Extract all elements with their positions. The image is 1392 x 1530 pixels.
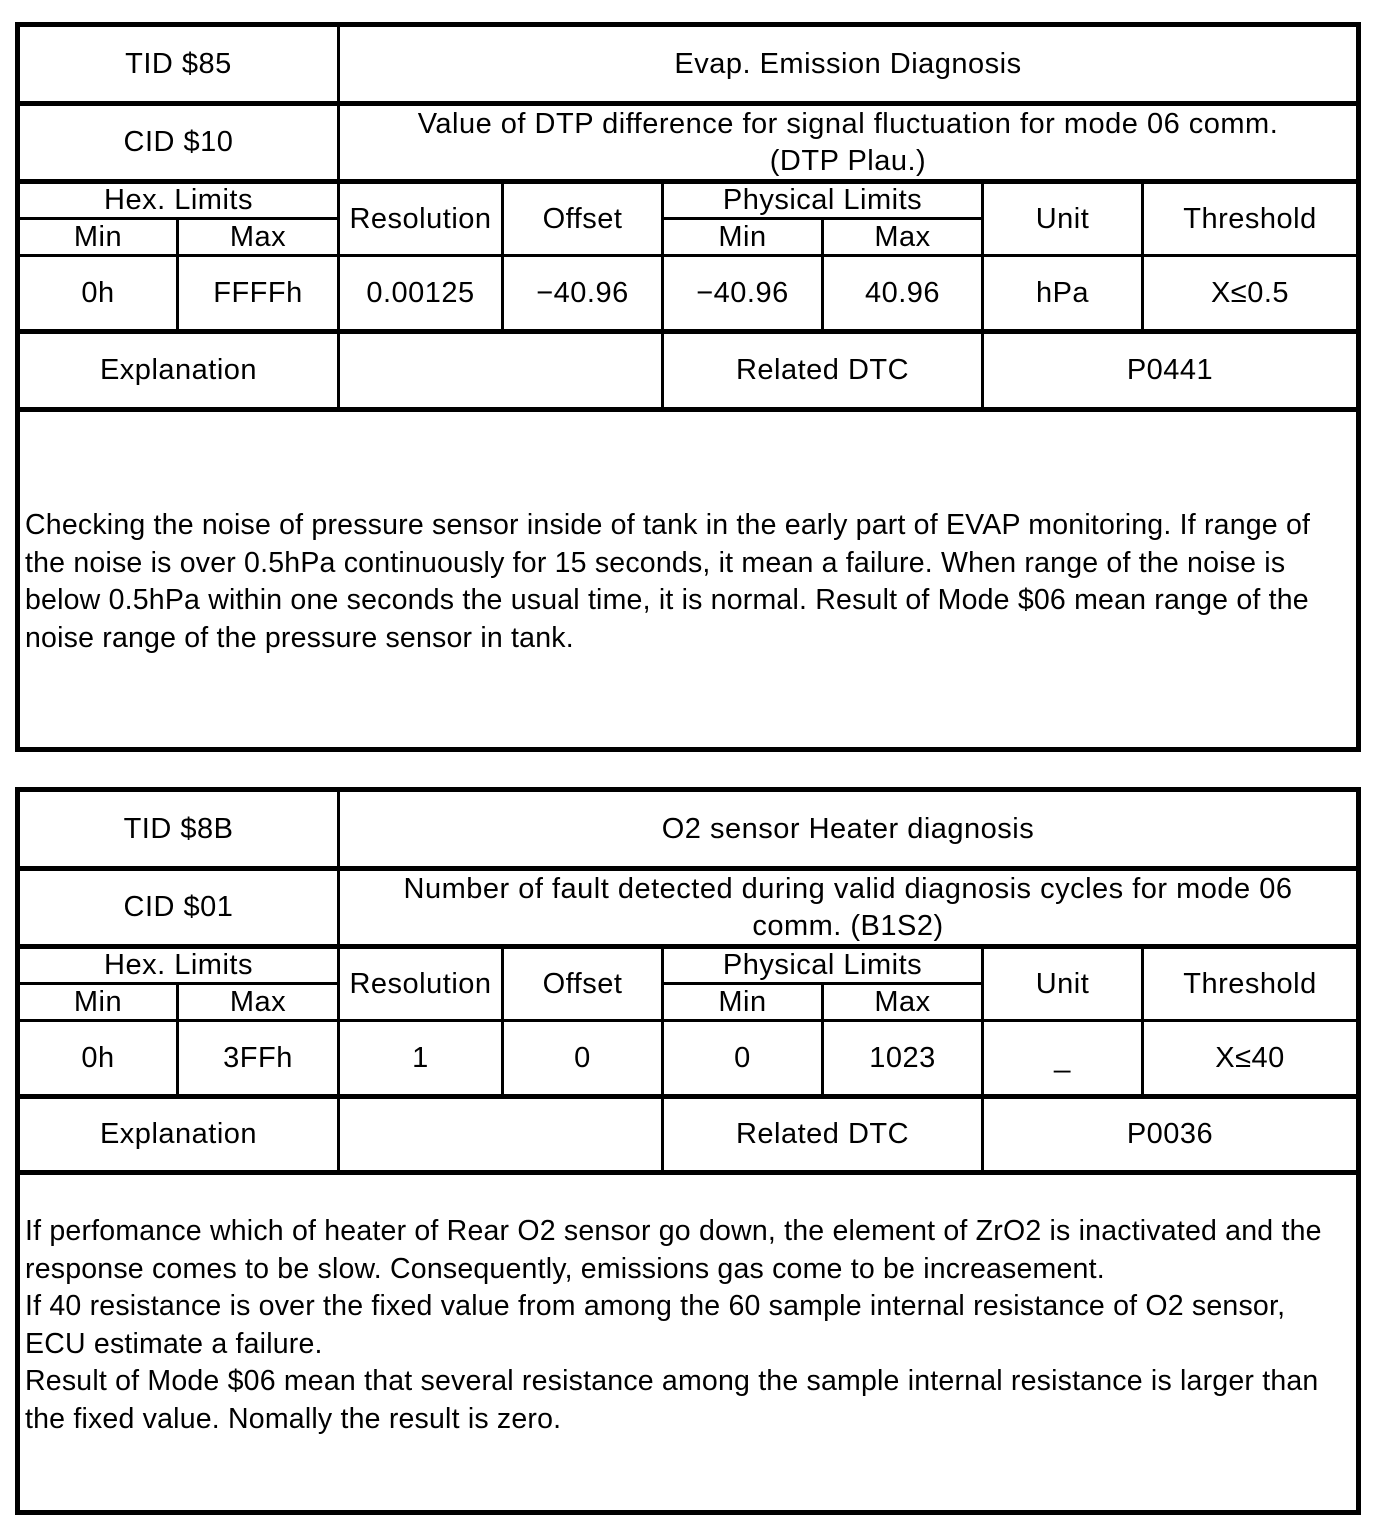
unit-value: hPa	[1035, 276, 1090, 309]
explanation-paragraph: Checking the noise of pressure sensor inside of tank in the early part of EVAP monitoring. If range of the noise is over 0.5hPa continuously for 15 seconds, it mean a failure. When range of the noise is below 0.5hPa within one seconds the usual time, it is normal. Result of Mode $06 mean range of the noise range of the pressure sensor in tank.	[25, 509, 1311, 654]
test-description-line-1: Number of fault detected during valid diagnosis cycles for mode 06	[403, 872, 1293, 905]
phys-min-value: 0	[734, 1041, 751, 1074]
test-description-line-2: (DTP Plau.)	[769, 144, 927, 177]
unit-header: Unit	[1035, 967, 1090, 1000]
diagnosis-record-tid-85	[15, 22, 1361, 752]
explanation-label: Explanation	[99, 354, 258, 386]
explanation-paragraph: Result of Mode $06 mean that several resistance among the sample internal resistance is larger than the fixed value. Nomally the result is zero.	[25, 1365, 1319, 1435]
explanation-text	[25, 507, 1348, 657]
hex-max-value: 3FFh	[223, 1041, 293, 1074]
cid-label: CID $10	[123, 126, 234, 158]
hex-max-header: Max	[229, 985, 287, 1018]
phys-max-header: Max	[874, 220, 931, 253]
diagnosis-record-tid-8b	[15, 787, 1361, 1515]
related-dtc-label: Related DTC	[735, 1118, 910, 1150]
related-dtc-value: P0441	[1126, 354, 1214, 386]
phys-max-header: Max	[874, 985, 931, 1018]
unit-value: _	[1054, 1041, 1071, 1074]
hex-limits-header: Hex. Limits	[104, 184, 253, 216]
hex-min-value: 0h	[81, 1041, 115, 1074]
tid-label: TID $85	[125, 47, 232, 80]
offset-header: Offset	[542, 202, 623, 235]
resolution-value: 1	[412, 1041, 429, 1074]
threshold-header: Threshold	[1183, 967, 1317, 1000]
offset-header: Offset	[542, 967, 623, 1000]
hex-limits-header: Hex. Limits	[104, 949, 253, 981]
test-description-line-2: comm. (B1S2)	[752, 909, 944, 942]
test-description	[340, 871, 1356, 944]
hex-min-header: Min	[73, 220, 123, 253]
phys-max-value: 40.96	[864, 276, 941, 309]
hex-max-value: FFFFh	[213, 276, 303, 309]
test-description-line-1: Value of DTP difference for signal fluctuation for mode 06 comm.	[417, 107, 1279, 140]
resolution-header: Resolution	[349, 202, 492, 235]
cid-label: CID $01	[123, 891, 234, 923]
tid-label: TID $8B	[123, 812, 234, 845]
physical-limits-header: Physical Limits	[722, 949, 923, 981]
test-title: Evap. Emission Diagnosis	[674, 47, 1022, 80]
test-description	[340, 106, 1356, 179]
explanation-paragraph: If perfomance which of heater of Rear O2 sensor go down, the element of ZrO2 is inactivated and the response comes to be slow. Consequently, emissions gas come to be increasement.	[25, 1215, 1322, 1285]
related-dtc-value: P0036	[1126, 1118, 1214, 1150]
resolution-value: 0.00125	[366, 276, 475, 309]
explanation-label: Explanation	[99, 1118, 258, 1150]
threshold-value: X≤0.5	[1210, 276, 1290, 309]
phys-min-header: Min	[718, 985, 767, 1018]
resolution-header: Resolution	[349, 967, 492, 1000]
threshold-value: X≤40	[1215, 1041, 1285, 1074]
related-dtc-label: Related DTC	[735, 354, 910, 386]
phys-min-header: Min	[718, 220, 767, 253]
phys-min-value: −40.96	[696, 276, 789, 309]
explanation-paragraph: If 40 resistance is over the fixed value from among the 60 sample internal resistance of O2 sensor, ECU estimate a failure.	[25, 1290, 1286, 1360]
hex-max-header: Max	[229, 220, 287, 253]
hex-min-header: Min	[73, 985, 123, 1018]
physical-limits-header: Physical Limits	[722, 184, 923, 216]
unit-header: Unit	[1035, 202, 1090, 235]
phys-max-value: 1023	[869, 1041, 936, 1074]
offset-value: 0	[574, 1041, 591, 1074]
threshold-header: Threshold	[1183, 202, 1317, 235]
test-title: O2 sensor Heater diagnosis	[661, 812, 1035, 845]
explanation-text	[25, 1213, 1348, 1439]
offset-value: −40.96	[536, 276, 629, 309]
hex-min-value: 0h	[81, 276, 115, 309]
